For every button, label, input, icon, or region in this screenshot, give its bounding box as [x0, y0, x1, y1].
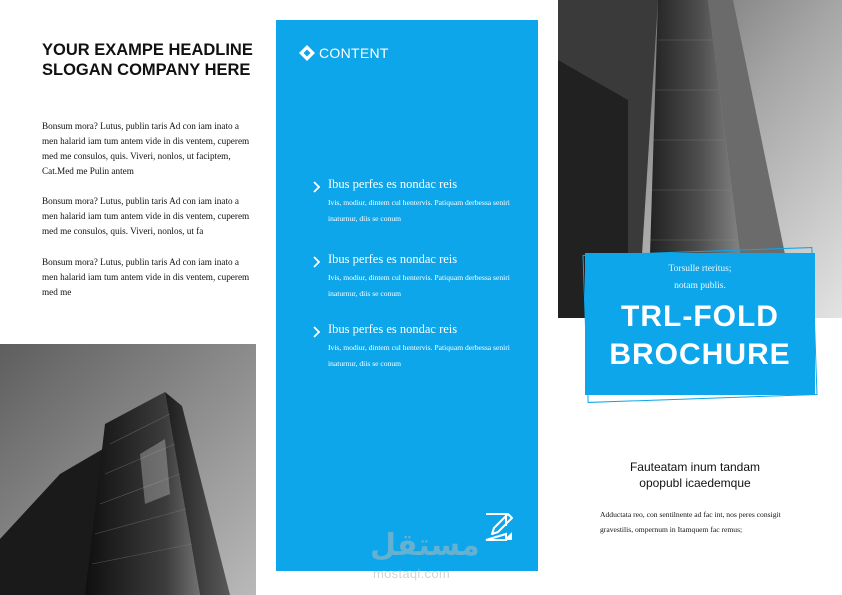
headline-slogan: YOUR EXAMPE HEADLINE SLOGAN COMPANY HERE [42, 41, 253, 79]
brochure-title-line-2: BROCHURE [609, 338, 791, 371]
brochure-title-line-1: TRL-FOLD [621, 300, 779, 333]
content-item-body-1: Ivis, modiur, dintem cul hentervis. Patiquam derbessa seniri inaturnur, diis se conum [328, 198, 510, 223]
skyscraper-photo-left [0, 344, 256, 595]
body-paragraph-2: Bonsum mora? Lutus, publin taris Ad con iam inato a men halarid iam tum antem vide in dis ventem, cuperem med me consulos, quis. Viveri, nonlos, ut fa [42, 196, 250, 236]
edit-note-icon [482, 510, 516, 544]
content-item-body-3: Ivis, modiur, dintem cul hentervis. Patiquam derbessa seniri inaturnur, diis se conum [328, 343, 510, 368]
content-item-title-3: Ibus perfes es nondac reis [328, 322, 458, 336]
content-item-title-2: Ibus perfes es nondac reis [328, 252, 458, 266]
chevron-right-icon [312, 325, 322, 337]
watermark-url: mostaql.com [373, 566, 450, 581]
sub-headline-line-1: Fauteatam inum tandam [629, 460, 761, 474]
content-title: CONTENT [319, 45, 389, 61]
body-paragraph-1: Bonsum mora? Lutus, publin taris Ad con iam inato a men halarid iam tum antem vide in dis ventem, cuperem med me consulos, quis. Viveri, nonlos, ut faciptem, Cat.Med me Pulin antem [42, 121, 250, 176]
watermark-logo: مستقل [370, 528, 480, 563]
cover-body-text: Adductata reo, con sentilnente ad fac int, nos peres consigit gravestilis, ompernum in Itamquem fac remus; [600, 510, 781, 534]
tagline-line-1: Torsulle rteritus; [668, 264, 732, 274]
chevron-right-icon [312, 255, 322, 267]
diamond-logo-icon [298, 44, 316, 62]
tagline-line-2: notam publis. [674, 281, 726, 291]
content-item-body-2: Ivis, modiur, dintem cul hentervis. Patiquam derbessa seniri inaturnur, diis se conum [328, 273, 510, 298]
chevron-right-icon [312, 180, 322, 192]
body-paragraph-3: Bonsum mora? Lutus, publin taris Ad con iam inato a men halarid iam tum antem vide in dis ventem, cuperem med me [42, 257, 250, 297]
sub-headline-line-2: opopubl icaedemque [639, 476, 751, 490]
content-item-title-1: Ibus perfes es nondac reis [328, 177, 458, 191]
